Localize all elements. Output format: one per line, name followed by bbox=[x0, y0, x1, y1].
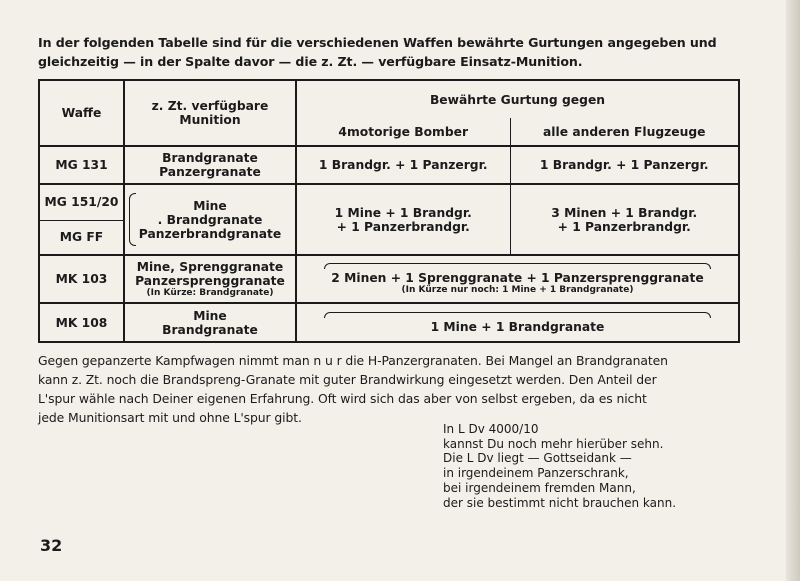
brace-mark bbox=[324, 312, 711, 318]
ammo-cell bbox=[124, 255, 296, 303]
ammunition-table bbox=[38, 79, 740, 343]
body-line: Gegen gepanzerte Kampfwagen nimmt man n u r die H-Panzergranaten. Bei Mangel an Brandgranaten bbox=[38, 353, 668, 368]
ammo-line: Mine bbox=[193, 308, 227, 323]
ammo-cell bbox=[124, 146, 296, 184]
body-line: L'spur wähle nach Deiner eigenen Erfahrung. Oft wird sich das aber von selbst ergeben, da es nicht bbox=[38, 391, 647, 406]
belting-line: 2 Minen + 1 Sprenggranate + 1 Panzersprenggranate bbox=[331, 270, 704, 285]
weapon-cell: MK 103 bbox=[39, 255, 124, 303]
poem-line: bei irgendeinem fremden Mann, bbox=[443, 480, 636, 495]
poem-line: der sie bestimmt nicht brauchen kann. bbox=[443, 495, 677, 510]
belting-line: 1 Mine + 1 Brandgr. bbox=[334, 205, 472, 220]
brace-mark bbox=[129, 193, 136, 246]
page-number: 32 bbox=[40, 536, 63, 555]
header-belting: Bewährte Gurtung gegen bbox=[296, 80, 739, 118]
header-bomber: 4motorige Bomber bbox=[296, 118, 510, 146]
poem-line: Die L Dv liegt — Gottseidank — bbox=[443, 451, 632, 466]
weapon-cell: MG FF bbox=[39, 220, 124, 255]
bomber-cell bbox=[296, 184, 510, 255]
bomber-cell: 1 Brandgr. + 1 Panzergr. bbox=[296, 146, 510, 184]
ammo-line: Brandgranate bbox=[162, 151, 258, 165]
belting-cell bbox=[296, 255, 739, 303]
ammo-line: Mine, Sprenggranate bbox=[136, 259, 284, 274]
body-paragraph bbox=[38, 351, 748, 427]
ammo-note: (In Kürze: Brandgranate) bbox=[146, 287, 274, 298]
poem-line: kannst Du noch mehr hierüber sehn. bbox=[443, 436, 664, 451]
ammo-cell bbox=[124, 303, 296, 342]
weapon-cell: MK 108 bbox=[39, 303, 124, 342]
table-row bbox=[39, 255, 739, 303]
intro-paragraph: In der folgenden Tabelle sind für die verschiedenen Waffen bewährte Gurtungen angegeben und gleichzeitig — in der Spalte davor — die z. Zt. — verfügbare Einsatz-Munition. bbox=[38, 35, 717, 69]
ammo-line: Panzerbrandgranate bbox=[138, 226, 282, 241]
body-line: kann z. Zt. noch die Brandspreng-Granate mit guter Brandwirkung eingesetzt werden. Den Anteil der bbox=[38, 372, 657, 387]
body-line: jede Munitionsart mit und ohne L'spur gibt. bbox=[38, 410, 302, 425]
weapon-cell: MG 151/20 bbox=[39, 184, 124, 220]
weapon-cell: MG 131 bbox=[39, 146, 124, 184]
belting-cell bbox=[296, 303, 739, 342]
belting-line: 3 Minen + 1 Brandgr. bbox=[551, 205, 698, 220]
belting-line: 1 Mine + 1 Brandgranate bbox=[430, 319, 605, 334]
ammo-line: Panzergranate bbox=[159, 165, 261, 179]
poem-verse bbox=[443, 422, 743, 510]
belting-line: + 1 Panzerbrandgr. bbox=[557, 219, 691, 234]
header-other: alle anderen Flugzeuge bbox=[510, 118, 739, 146]
brace-mark bbox=[324, 263, 711, 269]
other-cell bbox=[510, 184, 739, 255]
other-cell: 1 Brandgr. + 1 Panzergr. bbox=[510, 146, 739, 184]
ammo-cell bbox=[124, 184, 296, 255]
ammo-line: . Brandgranate bbox=[157, 212, 263, 227]
header-ammo: z. Zt. verfügbare Munition bbox=[124, 80, 296, 146]
poem-line: In L Dv 4000/10 bbox=[443, 422, 539, 436]
belting-note: (In Kürze nur noch: 1 Mine + 1 Brandgranate) bbox=[401, 284, 634, 295]
page-edge-shadow bbox=[786, 0, 800, 581]
ammo-line: Mine bbox=[193, 198, 227, 213]
table-row bbox=[39, 146, 739, 184]
header-weapon: Waffe bbox=[39, 80, 124, 146]
table-row bbox=[39, 303, 739, 342]
belting-line: + 1 Panzerbrandgr. bbox=[336, 219, 470, 234]
table-row bbox=[39, 184, 739, 220]
ammo-line: Panzersprenggranate bbox=[135, 273, 285, 288]
poem-line: in irgendeinem Panzerschrank, bbox=[443, 466, 629, 481]
ammo-line: Brandgranate bbox=[162, 322, 258, 337]
